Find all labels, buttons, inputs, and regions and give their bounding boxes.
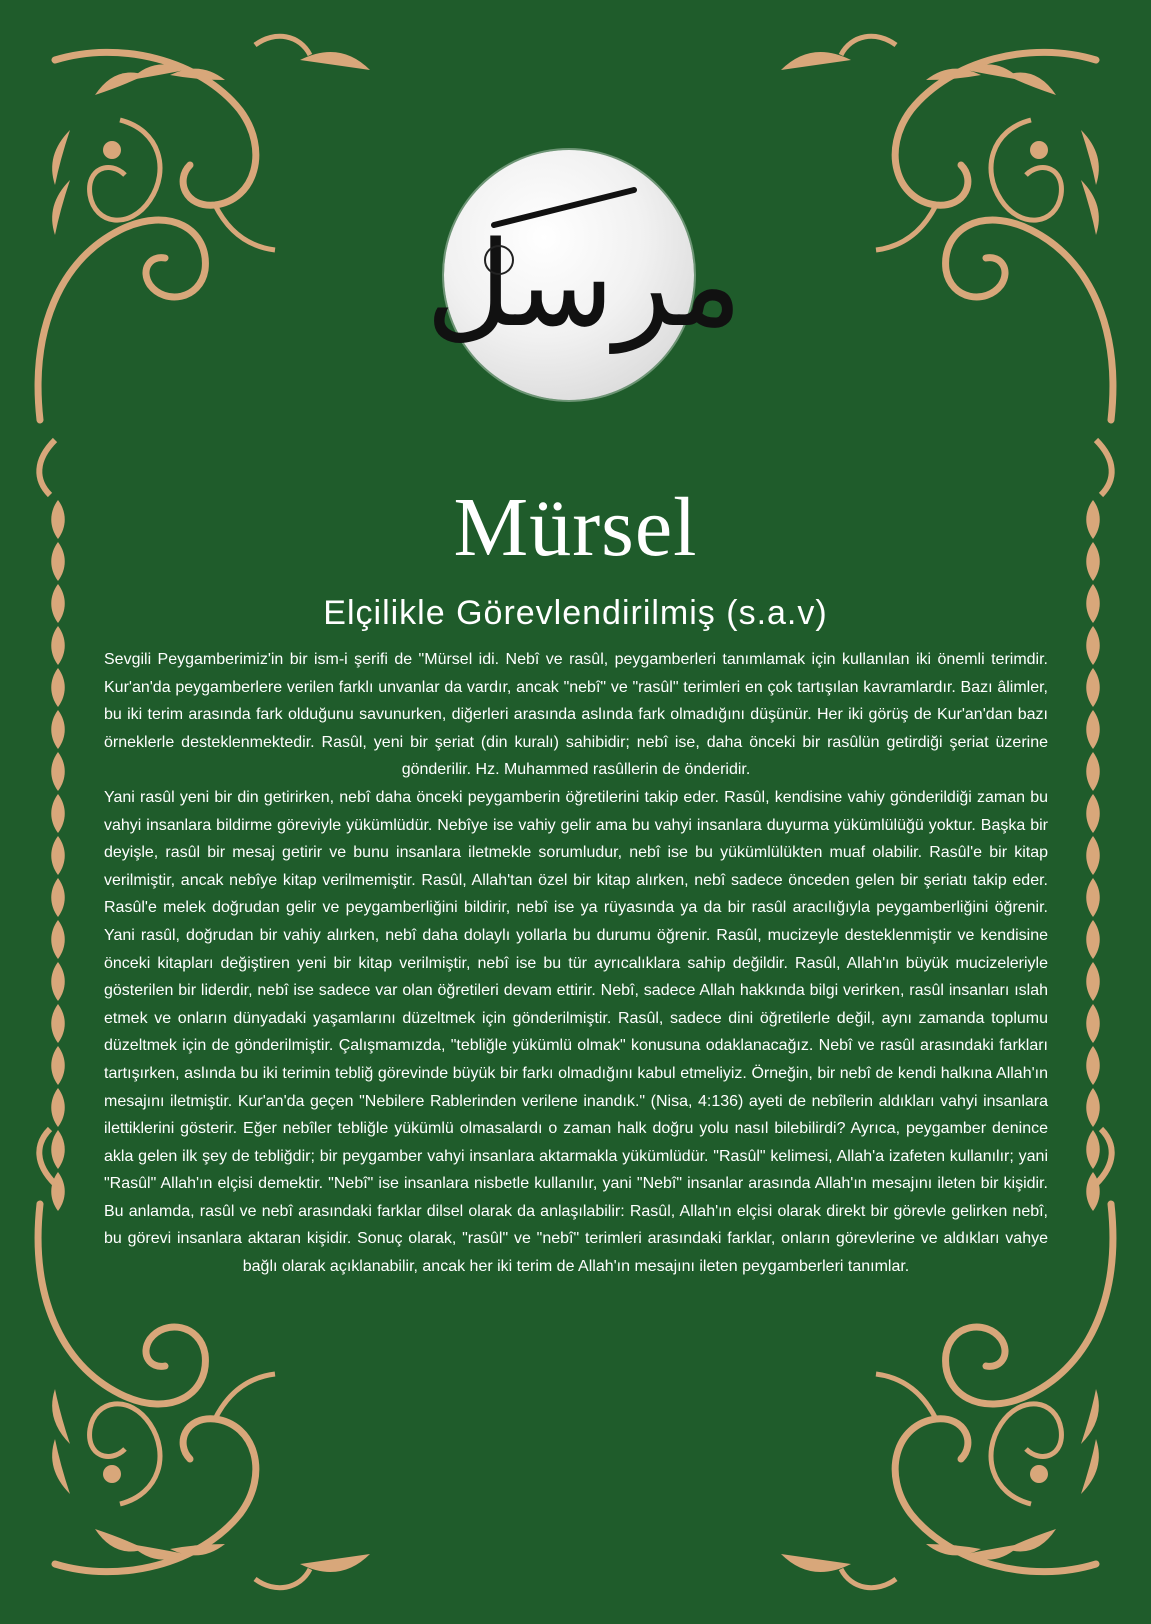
chain-link-icon [51,1004,65,1043]
page-subtitle: Elçilikle Görevlendirilmiş (s.a.v) [323,594,828,633]
chain-link-icon [1086,1004,1100,1043]
chain-link-icon [51,1046,65,1085]
chain-link-icon [51,836,65,875]
chain-link-icon [51,1130,65,1169]
chain-link-icon [51,878,65,917]
chain-link-icon [1086,752,1100,791]
chain-link-icon [1086,878,1100,917]
chain-link-icon [1086,1088,1100,1127]
chain-link-icon [1086,710,1100,749]
chain-link-icon [1086,1046,1100,1085]
paragraph-1: Sevgili Peygamberimiz'in bir ism-i şerifi de "Mürsel idi. Nebî ve rasûl, peygamberleri tanımlamak için kullanılan iki önemli terimdir. Kur'an'da peygamberlere verilen farklı unvanlar da vardır, ancak "nebî" ve "rasûl" terimleri en çok tartışılan kavramlardır. Bazı âlimler, bu iki terim arasında fark olduğunu savunurken, diğerleri arasında aslında fark olmadığını düşünür. Her iki görüş de Kur'an'dan bazı örneklerle desteklenmektedir. Rasûl, yeni bir şeriat (din kuralı) sahibidir; nebî ise, daha önceki bir rasûlün getirdiği şeriat üzerine gönderilir. Hz. Muhammed rasûllerin de önderidir. [104,651,1048,779]
calligraphy-medallion-icon [425,150,743,400]
chain-link-icon [1086,920,1100,959]
chain-link-icon [51,794,65,833]
chain-link-icon [1086,626,1100,665]
chain-link-icon [51,962,65,1001]
chain-link-icon [51,920,65,959]
corner-ornament-icon [38,36,370,495]
chain-link-icon [51,668,65,707]
chain-link-icon [51,752,65,791]
chain-link-icon [51,626,65,665]
chain-link-icon [1086,962,1100,1001]
chain-link-icon [51,1088,65,1127]
calligraphy-text: مرسل [425,215,743,353]
chain-link-icon [1086,668,1100,707]
chain-link-icon [51,710,65,749]
chain-link-icon [1086,836,1100,875]
paragraph-2: Yani rasûl yeni bir din getirirken, nebî daha önceki peygamberin öğretilerini takip eder. Rasûl, kendisine vahiy gönderildiği zaman bu vahyi insanlara bildirme göreviyle yükümlüdür. Nebîye ise vahiy gelir ama bu vahyi insanlara duyurma yükümlülüğü yoktur. Başka bir deyişle, rasûl bir mesaj getirir ve bunu insanlara iletmekle sorumludur, nebî ise bu yükümlülükten muaf olabilir. Rasûl'e bir kitap verilmiştir, ancak nebîye kitap verilmemiştir. Rasûl, Allah'tan özel bir kitap alırken, nebî sadece önceden gelen bir şeriatı takip eder. Rasûl'e melek doğrudan gelir ve peygamberliğini bildirir, nebî ise ya rüyasında ya da bir rasûl aracılığıyla peygamberliğini öğrenir. Yani rasûl, doğrudan bir vahiy alırken, nebî daha dolaylı yollarla bu durumu öğrenir. Rasûl, mucizeyle desteklenmiştir ve kendisine önceki kitapları değiştiren yeni bir kitap verilmiştir, nebî ise bu tür ayrıcalıklara sahip değildir. Rasûl, Allah'ın büyük mucizeleriyle gösterilen bir liderdir, nebî ise sadece var olan öğretileri devam ettirir. Nebî, sadece Allah hakkında bilgi verirken, rasûl insanları ıslah etmek ve onların dünyadaki yaşamlarını düzeltmek için gönderilmiştir. Rasûl, sadece dini öğretilerle değil, aynı zamanda toplumu düzeltmek için de gönderilmiştir. Çalışmamızda, "tebliğle yükümlü olmak" konusuna odaklanacağız. Nebî ve rasûl arasındaki farkları tartışırken, aslında bu iki terimin tebliğ görevinde büyük bir farkı olmadığını kabul etmeliyiz. Örneğin, bir nebî de kendi halkına Allah'ın mesajını iletmiştir. Kur'an'da geçen "Nebilere Rablerinden verilene inandık." (Nisa, 4:136) ayeti de nebîlerin aldıkları vahyi insanlara ilettiklerini gösterir. Eğer nebîler tebliğle yükümlü olmasalardı o zaman halk doğru yolu nasıl bilebilirdi? Ayrıca, peygamber denince akla gelen ilk şey de tebliğdir; bir peygamber vahyi insanlara aktarmakla yükümlüdür. "Rasûl" kelimesi, Allah'a izafeten kullanılır; yani "Rasûl" Allah'ın elçisi demektir. "Nebî" ise insanlara nisbetle kullanılır, yani "Nebî" insanlar arasında Allah'ın mesajını ileten bir kişidir. Bu anlamda, rasûl ve nebî arasındaki farklar dilsel olarak da anlaşılabilir: Rasûl, Allah'ın elçisi olarak direkt bir görevle gelirken nebî, bu görevi insanlara aktaran kişidir. Sonuç olarak, "rasûl" ve "nebî" terimleri arasındaki farklar, onların görevlerine ve aldıkları vahye bağlı olarak açıklanabilir, ancak her iki terim de Allah'ın mesajını ileten peygamberleri tanımlar. [104,788,1048,1276]
page-title: Mürsel [453,481,698,575]
chain-link-icon [1086,794,1100,833]
chain-link-icon [1086,1130,1100,1169]
body-text [104,646,1048,1281]
